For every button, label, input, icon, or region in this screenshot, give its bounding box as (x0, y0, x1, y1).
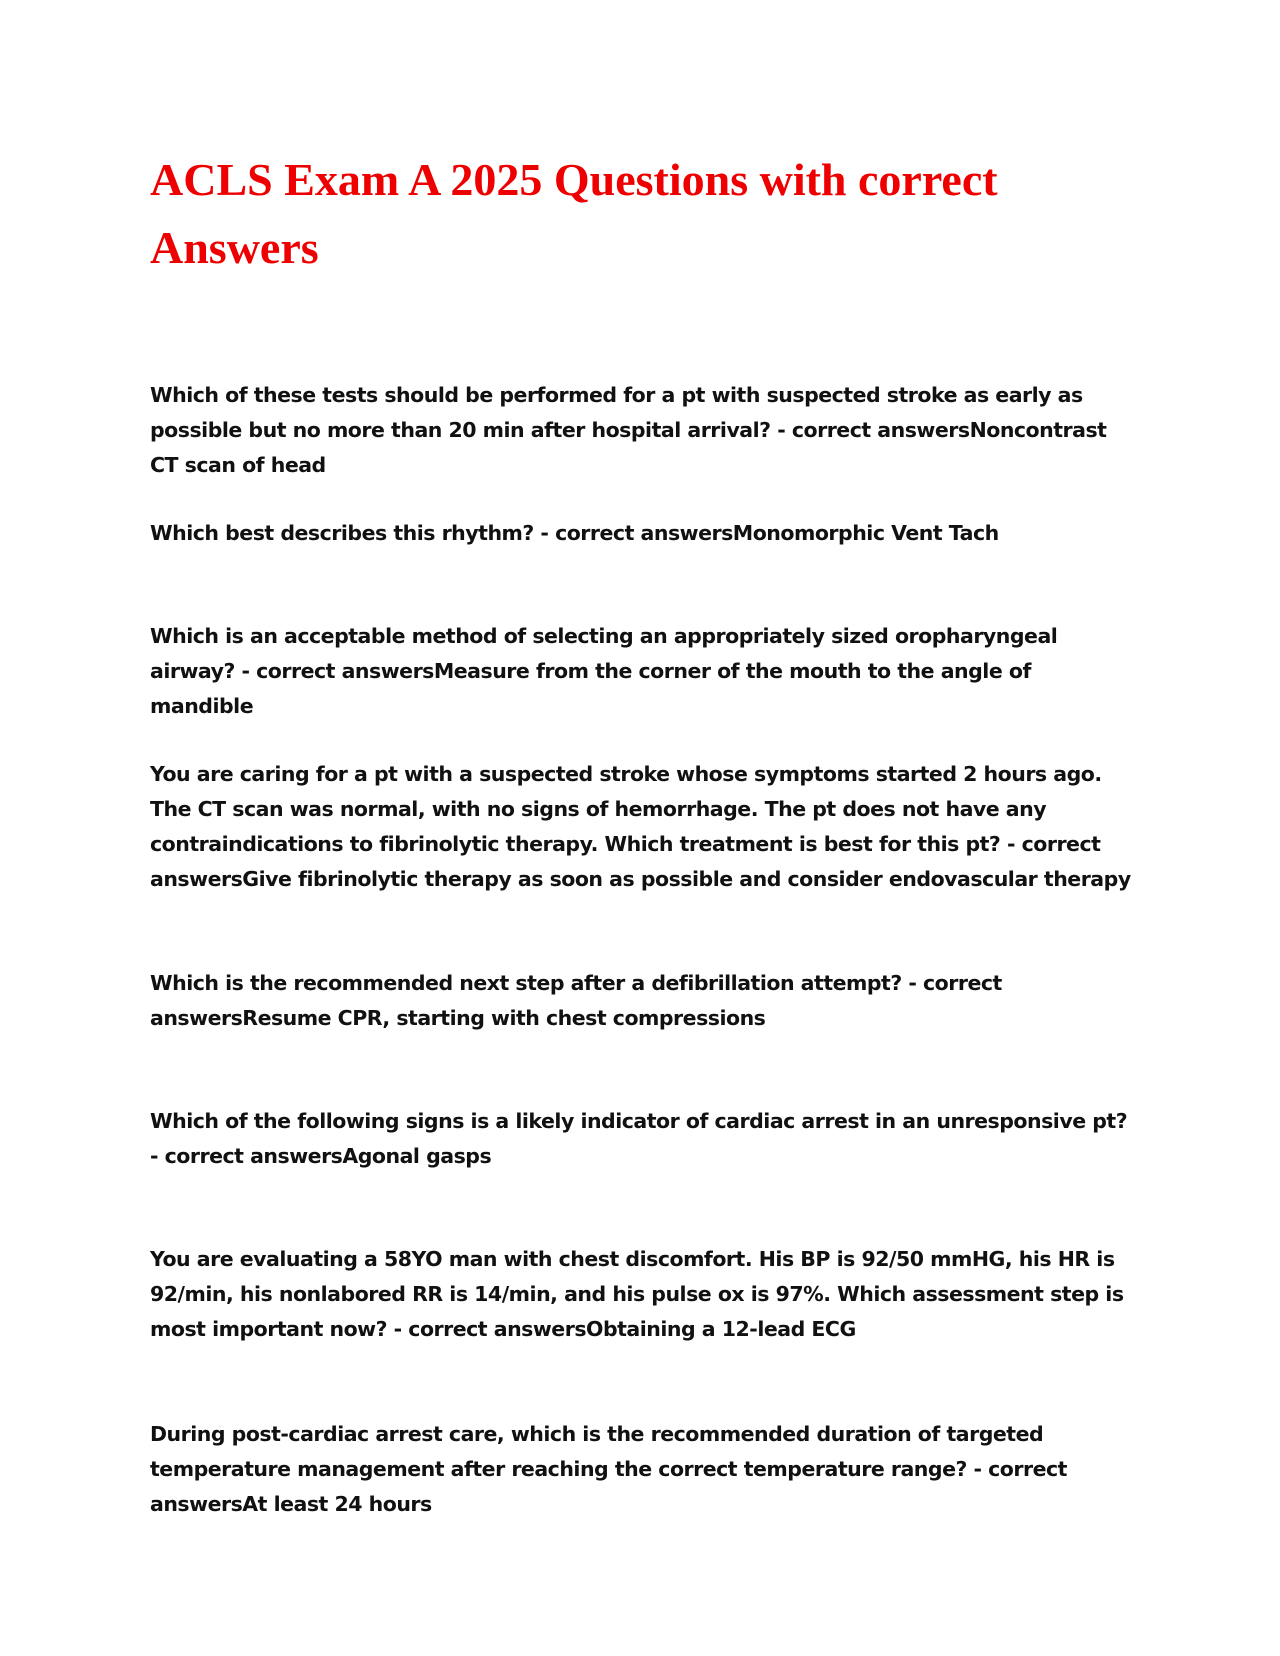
qa-item: Which of the following signs is a likely indicator of cardiac arrest in an unresponsive pt? - correct answersAgonal gasps (150, 1109, 1128, 1168)
document-title: ACLS Exam A 2025 Questions with correct Answers (150, 154, 998, 273)
qa-item: Which best describes this rhythm? - correct answersMonomorphic Vent Tach (150, 521, 999, 545)
qa-item: You are caring for a pt with a suspected stroke whose symptoms started 2 hours ago. The CT scan was normal, with no signs of hemorrhage. The pt does not have any contraindications to fibrinolytic therapy. Which treatment is best for this pt? - correct answersGive fibrinolytic therapy as soon as possible and consider endovascular therapy (150, 762, 1131, 891)
qa-item: Which is an acceptable method of selecting an appropriately sized oropharyngeal airway? - correct answersMeasure from the corner of the mouth to the angle of mandible (150, 624, 1058, 718)
qa-item: Which of these tests should be performed for a pt with suspected stroke as early as possible but no more than 20 min after hospital arrival? - correct answersNoncontrast CT scan of head (150, 383, 1107, 477)
qa-item: You are evaluating a 58YO man with chest discomfort. His BP is 92/50 mmHG, his HR is 92/min, his nonlabored RR is 14/min, and his pulse ox is 97%. Which assessment step is most important now? - correct answersObtaining a 12-lead ECG (150, 1247, 1124, 1341)
qa-item: Which is the recommended next step after a defibrillation attempt? - correct answersResume CPR, starting with chest compressions (150, 971, 1002, 1030)
qa-item: During post-cardiac arrest care, which is the recommended duration of targeted temperature management after reaching the correct temperature range? - correct answersAt least 24 hours (150, 1422, 1067, 1516)
